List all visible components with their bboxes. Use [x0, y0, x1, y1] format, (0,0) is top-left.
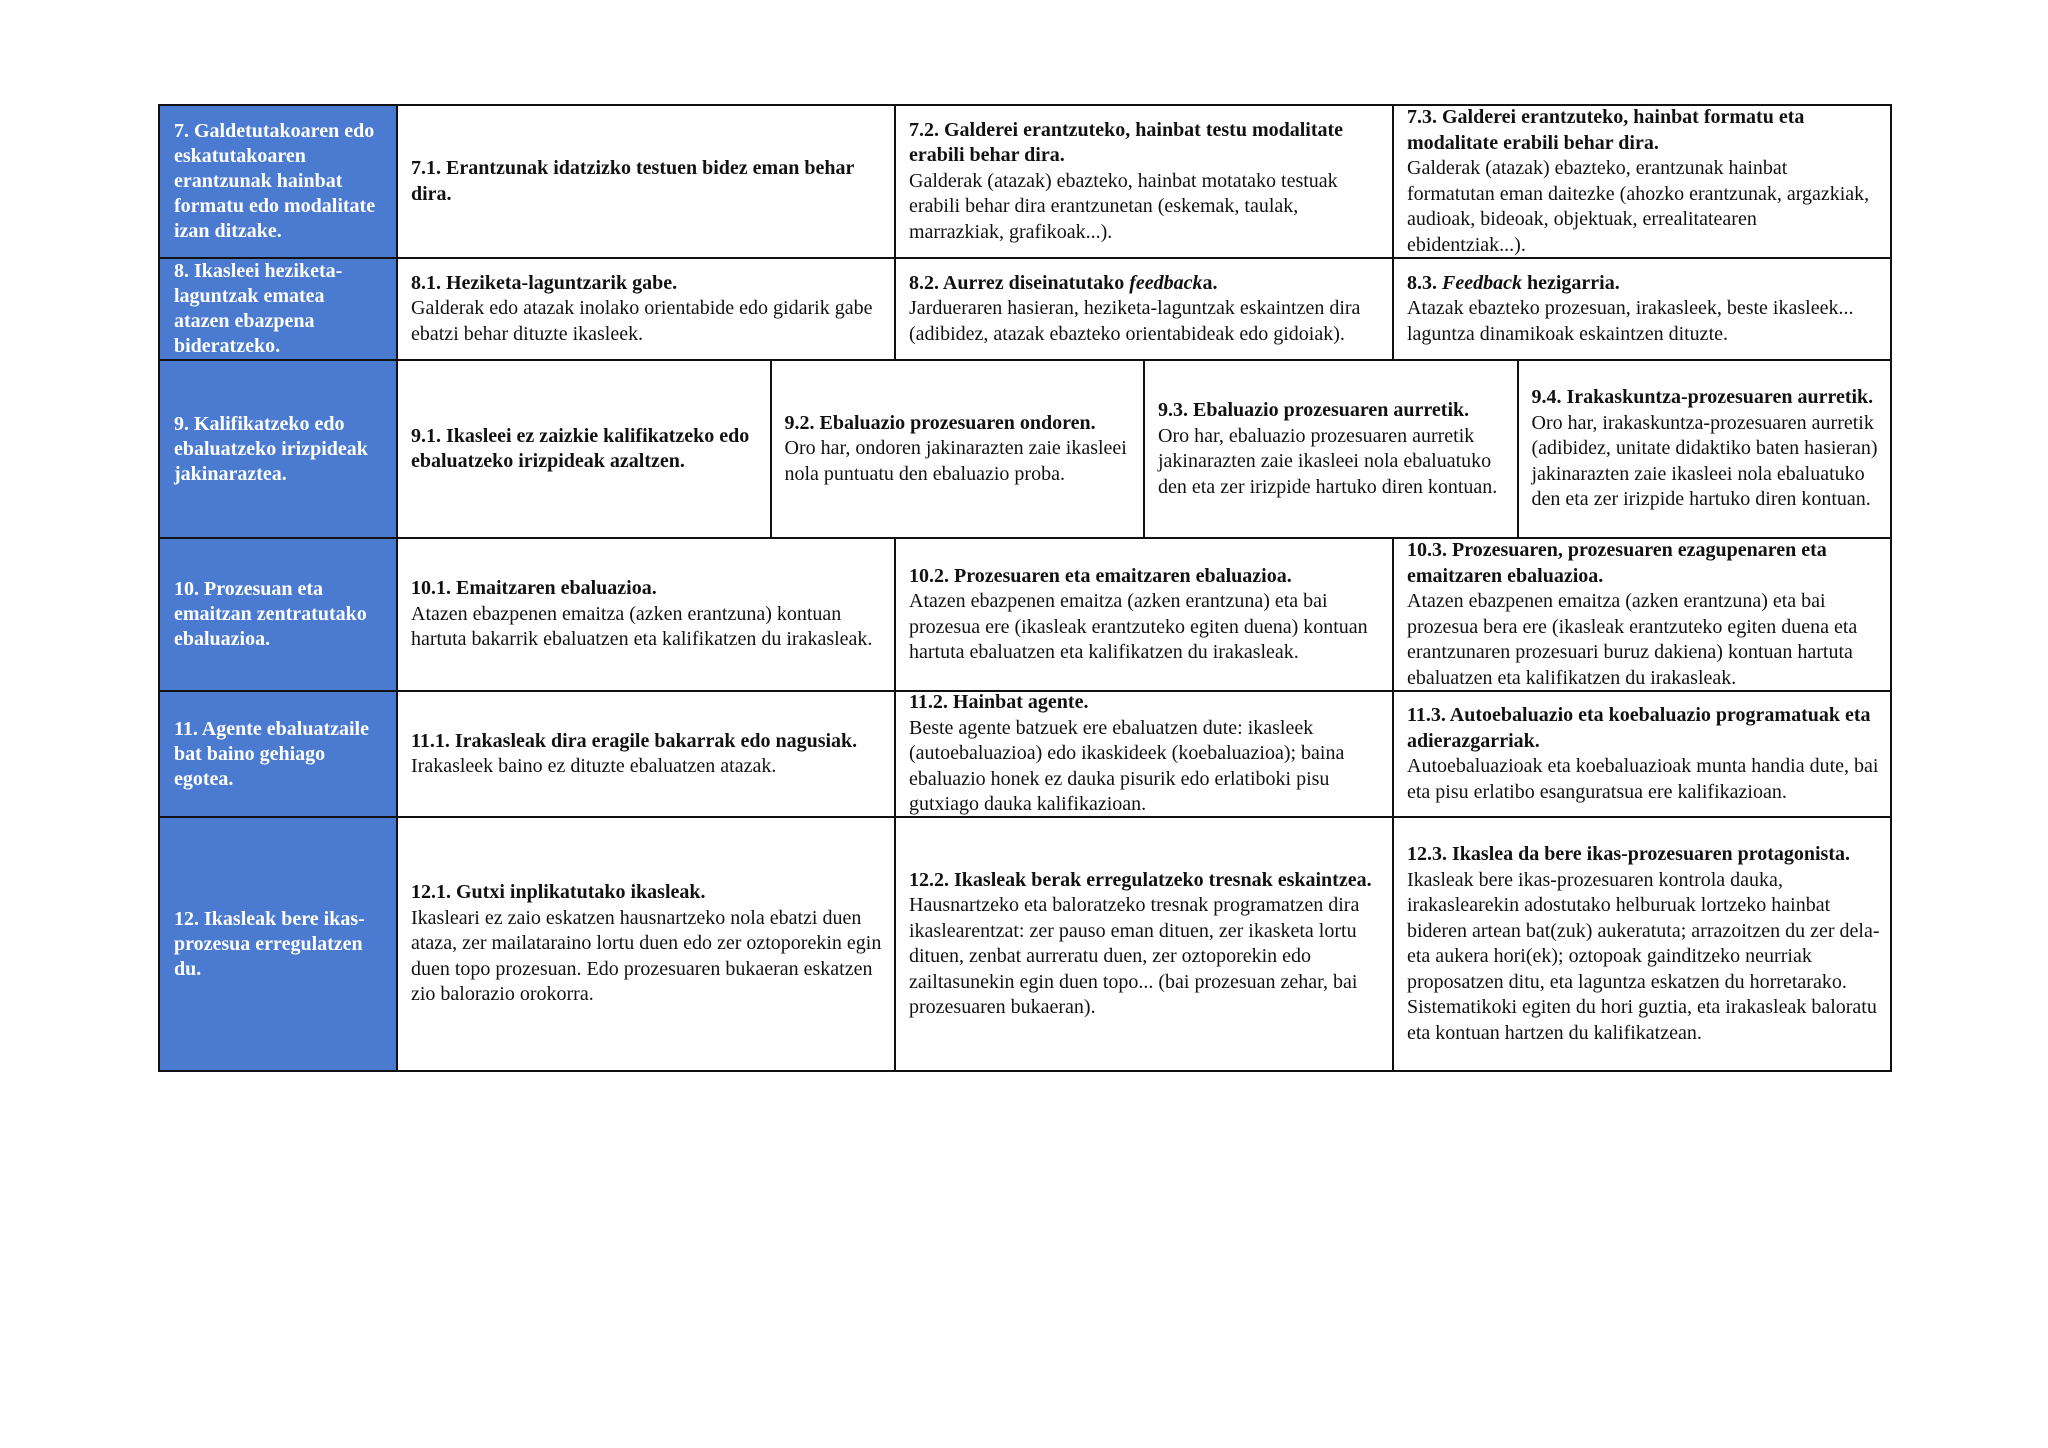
level-description: Oro har, ebaluazio prozesuaren aurretik jakinarazten zaie ikasleei nola ebaluatuko den eta zer irizpide hartuko diren kontuan. [1158, 424, 1498, 498]
level-title: 7.2. Galderei erantzuteko, hainbat testu modalitate erabili behar dira. [909, 118, 1344, 167]
level-description: Ikasleak bere ikas-prozesuaren kontrola dauka, irakaslearekin adostutako helburuak lortzeko hainbat bideren artean bat(zuk) aukeratuta; arrazoitzen du zer dela-eta aukera hori(ek); oztopoak gainditzeko neurriak proposatzen ditu, eta laguntza eskatzen du horretarako. Sistematikoki egiten du hori guztia, eta irakasleak baloratu eta kontuan hartzen du kalifikatzean. [1407, 868, 1880, 1044]
level-description: Atazen ebazpenen emaitza (azken erantzuna) eta bai prozesua ere (ikasleak erantzuteko egiten duena) kontuan hartuta ebaluatzen eta kalifikatzen du irakasleak. [909, 590, 1368, 663]
level-description: Galderak edo atazak inolako orientabide edo gidarik gabe ebatzi behar dituzte ikasleek. [411, 297, 873, 345]
level-description: Oro har, ondoren jakinarazten zaie ikasleei nola puntuatu den ebaluazio proba. [784, 437, 1127, 485]
level-description: Atazak ebazteko prozesuan, irakasleek, beste ikasleek... laguntza dinamikoak eskaintzen dituzte. [1407, 297, 1854, 345]
level-title [1407, 271, 1880, 297]
level-description: Jardueraren hasieran, heziketa-laguntzak eskaintzen dira (adibidez, atazak ebazteko orientabideak edo gidoiak). [909, 297, 1361, 345]
level-cell [398, 259, 894, 359]
row-header-cell [160, 106, 398, 257]
level-cell [398, 106, 894, 257]
level-description: Beste agente batzuek ere ebaluatzen dute: ikasleek (autoebaluazioa) edo ikaskideek (koebaluazioa); baina ebaluazio honek ez dauka pisurik edo erlatiboki pisu gutxiago dauka kalifikazioan. [909, 716, 1345, 816]
level-cell [894, 259, 1392, 359]
row-header-cell [160, 692, 398, 816]
table-row [160, 359, 1890, 537]
level-cell [1392, 259, 1890, 359]
table-row [160, 690, 1890, 816]
level-title-emphasis: feedback [1129, 271, 1203, 294]
row-header-text: 11. Agente ebaluatzaile bat baino gehiago egotea. [174, 717, 369, 790]
row-header-text: 9. Kalifikatzeko edo ebaluatzeko irizpideak jakinaraztea. [174, 412, 368, 485]
level-title: 12.3. Ikaslea da bere ikas-prozesuaren protagonista. [1407, 843, 1850, 865]
level-description: Irakasleek baino ez dituzte ebaluatzen atazak. [411, 755, 777, 777]
level-title: 10.2. Prozesuaren eta emaitzaren ebaluazioa. [909, 564, 1292, 587]
level-description: Ikasleari ez zaio eskatzen hausnartzeko nola ebatzi duen ataza, zer mailataraino lortu duen edo zer oztoporekin egin duen topo prozesuan. Edo prozesuaren bukaeran eskatzen zio balorazio orokorra. [411, 906, 882, 1006]
level-cell [398, 818, 894, 1070]
row-header-cell [160, 361, 398, 537]
table-row [160, 537, 1890, 690]
level-title: 10.3. Prozesuaren, prozesuaren ezagupenaren eta emaitzaren ebaluazioa. [1407, 539, 1827, 587]
level-title: 11.2. Hainbat agente. [909, 692, 1089, 714]
row-header-cell [160, 539, 398, 690]
level-cells [398, 106, 1890, 257]
level-cell [1392, 539, 1890, 690]
row-header-text: 12. Ikasleak bere ikas-prozesua erregulatzen du. [174, 907, 365, 980]
level-cells [398, 539, 1890, 690]
level-title: 8.1. Heziketa-laguntzarik gabe. [411, 271, 678, 294]
level-title: 9.2. Ebaluazio prozesuaren ondoren. [784, 411, 1096, 434]
table-row [160, 257, 1890, 359]
level-title: 10.1. Emaitzaren ebaluazioa. [411, 577, 657, 600]
level-cell [1143, 361, 1517, 537]
level-cells [398, 259, 1890, 359]
level-description: Galderak (atazak) ebazteko, hainbat motatako testuak erabili behar dira erantzunetan (eskemak, taulak, marrazkiak, grafikoak...). [909, 169, 1338, 243]
level-cell [894, 106, 1392, 257]
level-title: 11.3. Autoebaluazio eta koebaluazio programatuak eta adierazgarriak. [1407, 704, 1871, 752]
level-cell [1392, 692, 1890, 816]
level-title-emphasis: Feedback [1442, 271, 1522, 294]
level-cell [398, 361, 770, 537]
level-cell [770, 361, 1144, 537]
level-cell [1517, 361, 1891, 537]
row-header-cell [160, 259, 398, 359]
level-title: 7.1. Erantzunak idatzizko testuen bidez eman behar dira. [411, 157, 854, 205]
level-title: 9.3. Ebaluazio prozesuaren aurretik. [1158, 399, 1470, 421]
level-title: 11.1. Irakasleak dira eragile bakarrak edo nagusiak. [411, 729, 858, 752]
rubric-table [158, 104, 1892, 1072]
level-cell [1392, 818, 1890, 1070]
level-cell [894, 692, 1392, 816]
level-title: 12.1. Gutxi inplikatutako ikasleak. [411, 881, 706, 904]
level-cells [398, 818, 1890, 1070]
level-description: Galderak (atazak) ebazteko, erantzunak hainbat formatutan eman daitezke (ahozko erantzunak, argazkiak, audioak, bideoak, objektuak, errealitatearen ebidentziak...). [1407, 157, 1870, 256]
table-row [160, 106, 1890, 257]
level-description: Hausnartzeko eta baloratzeko tresnak programatzen dira ikaslearentzat: zer pauso eman dituen, zer ikasketa lortu dituen, zenbat aurreratu duen, zer oztoporekin edo zailtasunekin egin duen topo... (bai prozesuan zehar, bai prozesuaren bukaeran). [909, 894, 1360, 1018]
level-cells [398, 692, 1890, 816]
level-cell [398, 692, 894, 816]
level-title: 9.1. Ikasleei ez zaizkie kalifikatzeko edo ebaluatzeko irizpideak azaltzen. [411, 424, 750, 472]
level-description: Atazen ebazpenen emaitza (azken erantzuna) eta bai prozesua bera ere (ikasleak erantzuteko egiten duena eta erantzunaren prozesuari buruz dakiena) kontuan hartuta ebaluatzen eta kalifikatzen du irakasleak. [1407, 590, 1858, 689]
row-header-text: 10. Prozesuan eta emaitzan zentratutako ebaluazioa. [174, 578, 367, 650]
level-title-part: hezigarria. [1521, 271, 1620, 294]
level-title: 9.4. Irakaskuntza-prozesuaren aurretik. [1531, 386, 1874, 409]
level-title-part: 8.2. Aurrez diseinatutako [909, 271, 1130, 294]
level-cell [398, 539, 894, 690]
level-cell [1392, 106, 1890, 257]
level-cell [894, 539, 1392, 690]
level-title: 12.2. Ikasleak berak erregulatzeko tresnak eskaintzea. [909, 868, 1372, 891]
level-cells [398, 361, 1890, 537]
row-header-cell [160, 818, 398, 1070]
level-description: Oro har, irakaskuntza-prozesuaren aurretik (adibidez, unitate didaktiko baten hasieran) jakinarazten zaie ikasleei nola ebaluatuko den eta zer irizpide hartuko diren kontuan. [1531, 411, 1878, 511]
row-header-text: 7. Galdetutakoaren edo eskatutakoaren erantzunak hainbat formatu edo modalitate izan ditzake. [174, 120, 376, 242]
level-title-part: 8.3. [1407, 271, 1442, 294]
level-title-part: a. [1202, 271, 1218, 294]
table-row [160, 816, 1890, 1070]
level-cell [894, 818, 1392, 1070]
level-description: Autoebaluazioak eta koebaluazioak munta handia dute, bai eta pisu erlatibo esanguratsua ere kalifikazioan. [1407, 755, 1879, 803]
level-title: 7.3. Galderei erantzuteko, hainbat formatu eta modalitate erabili behar dira. [1407, 106, 1805, 154]
level-description: Atazen ebazpenen emaitza (azken erantzuna) kontuan hartuta bakarrik ebaluatzen eta kalifikatzen du irakasleak. [411, 602, 873, 651]
level-title [909, 271, 1382, 297]
row-header-text: 8. Ikasleei heziketa-laguntzak ematea atazen ebazpena bideratzeko. [174, 260, 343, 357]
